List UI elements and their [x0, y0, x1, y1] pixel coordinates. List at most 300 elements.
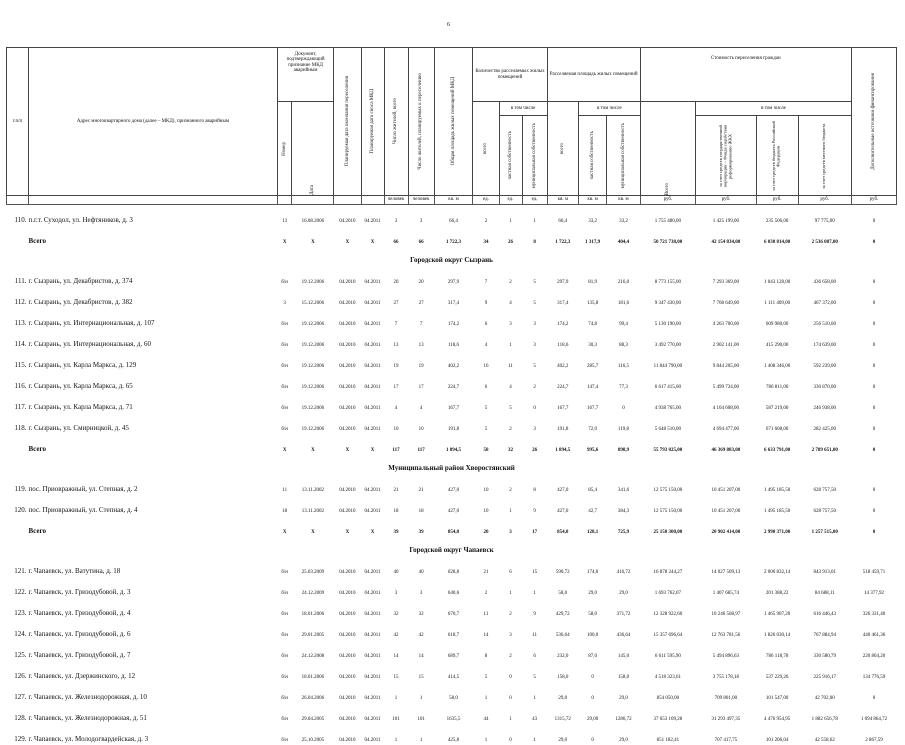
cell-k1: 11	[473, 598, 499, 619]
table-header	[7, 48, 897, 205]
cell-c5: 0	[851, 392, 896, 413]
cell-doc-date: 13.11.2002	[292, 474, 334, 495]
cell-k2: 26	[499, 226, 522, 247]
cell-c5: 0	[851, 516, 896, 537]
cell-k3: 43	[522, 703, 547, 724]
cell-doc-date: X	[292, 226, 334, 247]
address-header: Адрес многоквартирного дома (далее – МКД), признанного аварийным	[28, 48, 277, 196]
cell-a2: 74,8	[578, 308, 606, 329]
cell-k1: 1	[473, 682, 499, 703]
cell-c1: 50 721 738,00	[640, 226, 695, 247]
cell-k2: 1	[499, 495, 522, 516]
unit-cell: ед.	[473, 196, 499, 205]
row-number: 116.	[7, 371, 29, 392]
cell-a2: 167,7	[578, 392, 606, 413]
cell-c1: 11 844 790,00	[640, 350, 695, 371]
cell-area: 640,6	[434, 577, 473, 598]
cell-c3: 1 408 346,00	[756, 350, 798, 371]
cell-c5: 326 331,40	[851, 598, 896, 619]
address-cell: п.г.т. Суходол, ул. Нефтяников, д. 3	[28, 205, 277, 227]
table-row	[7, 329, 897, 350]
cell-area: 670,7	[434, 598, 473, 619]
cell-r2: 17	[408, 371, 434, 392]
unit-cell: человек	[408, 196, 434, 205]
unit-cell: кв. м	[607, 196, 640, 205]
cell-r2: 42	[408, 619, 434, 640]
cell-a1: 536,64	[547, 619, 578, 640]
cell-r2: 10	[408, 413, 434, 434]
address-cell: г. Чапаевск, ул. Железнодорожная, д. 51	[28, 703, 277, 724]
cell-plan: 04.2010	[334, 308, 361, 329]
cell-a3: 145,0	[607, 640, 640, 661]
cell-k2: 3	[499, 308, 522, 329]
row-number: 120.	[7, 495, 29, 516]
cell-k3: 5	[522, 287, 547, 308]
cell-a1: 1 722,3	[547, 226, 578, 247]
cell-c2: 3 755 178,18	[696, 661, 757, 682]
cell-c3: 609 980,00	[756, 308, 798, 329]
cell-k2: 1	[499, 577, 522, 598]
cost-total-header: Всего	[665, 183, 670, 195]
table-row	[7, 661, 897, 682]
cell-a2: 0	[578, 682, 606, 703]
cell-r1: 32	[384, 598, 408, 619]
cell-k3: 1	[522, 682, 547, 703]
cell-area: 854,0	[434, 516, 473, 537]
area-total-header: всего	[560, 143, 565, 154]
table-row	[7, 350, 897, 371]
cell-plan: 04.2010	[334, 392, 361, 413]
cell-c1: 854 050,00	[640, 682, 695, 703]
cell-plan: 04.2010	[334, 329, 361, 350]
cell-k2: 2	[499, 474, 522, 495]
table-row	[7, 371, 897, 392]
cell-r1: 13	[384, 329, 408, 350]
cell-plan: 04.2010	[334, 413, 361, 434]
cell-c2: 707 417,75	[696, 724, 757, 745]
cell-c4: 225 916,17	[798, 661, 851, 682]
cell-r1: 101	[384, 703, 408, 724]
row-number: 119.	[7, 474, 29, 495]
cell-k3: 9	[522, 495, 547, 516]
cell-a1: 58,0	[547, 577, 578, 598]
cell-k3: 11	[522, 619, 547, 640]
cell-plan: 04.2010	[334, 350, 361, 371]
cell-c4: 767 884,94	[798, 619, 851, 640]
cell-k1: 9	[473, 287, 499, 308]
cell-demol: 04.2011	[361, 287, 384, 308]
cell-a2: 81,9	[578, 266, 606, 287]
unit-cell: руб.	[798, 196, 851, 205]
cell-c1: 12 328 922,60	[640, 598, 695, 619]
table-row	[7, 308, 897, 329]
cell-doc-num: X	[277, 434, 292, 455]
table-row	[7, 703, 897, 724]
cell-doc-num: б/н	[277, 413, 292, 434]
address-cell: г. Чапаевск, ул. Молодогвардейская, д. 3	[28, 724, 277, 745]
cell-k3: 6	[522, 640, 547, 661]
cell-doc-num: б/н	[277, 640, 292, 661]
cell-k1: 16	[473, 350, 499, 371]
cell-c4: 42 558,62	[798, 724, 851, 745]
cell-c2: 5 494 896,63	[696, 640, 757, 661]
row-number: 124.	[7, 619, 29, 640]
section-row	[7, 537, 897, 556]
cell-a1: 427,0	[547, 474, 578, 495]
cell-c1: 6 617 415,00	[640, 371, 695, 392]
unit-cell: руб.	[640, 196, 695, 205]
cell-k2: 0	[499, 724, 522, 745]
cell-doc-date: 16.08.2006	[292, 205, 334, 227]
cell-k1: 20	[473, 516, 499, 537]
cell-plan: X	[334, 516, 361, 537]
cell-doc-num: б/н	[277, 392, 292, 413]
cell-r1: 18	[384, 495, 408, 516]
cell-a3: 725,9	[607, 516, 640, 537]
cell-a2: 72,0	[578, 413, 606, 434]
cell-demol: 04.2011	[361, 703, 384, 724]
cell-c5: 0	[851, 226, 896, 247]
cell-c3: 1 826 030,14	[756, 619, 798, 640]
cell-doc-num: 18	[277, 495, 292, 516]
cell-a3: 436,64	[607, 619, 640, 640]
cell-doc-num: б/н	[277, 661, 292, 682]
cell-a1: 427,0	[547, 495, 578, 516]
cell-c2: 7 768 649,00	[696, 287, 757, 308]
cell-doc-num: X	[277, 516, 292, 537]
cell-r2: 15	[408, 661, 434, 682]
cell-c2: 20 902 414,00	[696, 516, 757, 537]
cell-c2: 4 694 477,00	[696, 413, 757, 434]
cell-c4: 616 446,43	[798, 598, 851, 619]
additional-sources-header: Дополнительные источники финансирования	[871, 73, 876, 170]
row-number: 129.	[7, 724, 29, 745]
cell-a2: 87,0	[578, 640, 606, 661]
cell-c2: 1 407 685,74	[696, 577, 757, 598]
cell-r1: 15	[384, 661, 408, 682]
cell-demol: X	[361, 434, 384, 455]
cell-demol: X	[361, 516, 384, 537]
cell-a1: 29,0	[547, 682, 578, 703]
cell-c3: 1 495 185,50	[756, 474, 798, 495]
cell-c3: 1 495 185,50	[756, 495, 798, 516]
cell-c2: 46 369 883,00	[696, 434, 757, 455]
cell-r2: 19	[408, 350, 434, 371]
cell-c1: 3 492 770,00	[640, 329, 695, 350]
table-body	[7, 205, 897, 745]
cell-demol: 04.2011	[361, 577, 384, 598]
cell-r1: 10	[384, 413, 408, 434]
address-cell: г. Сызрань, ул. Декабристов, д. 382	[28, 287, 277, 308]
cell-c1: 1 755 480,00	[640, 205, 695, 227]
cell-k3: 3	[522, 413, 547, 434]
table-row	[7, 392, 897, 413]
address-cell: г. Сызрань, ул. Интернациональная, д. 107	[28, 308, 277, 329]
cell-a2: 135,8	[578, 287, 606, 308]
cost-in-that-header: в том числе	[696, 102, 852, 116]
cell-r1: 27	[384, 287, 408, 308]
cell-r2: 40	[408, 556, 434, 577]
row-number: 123.	[7, 598, 29, 619]
row-number: 110.	[7, 205, 29, 227]
cell-c5: 14 377,92	[851, 577, 896, 598]
cell-c3: 101 206,04	[756, 724, 798, 745]
cell-c2: 4 104 608,00	[696, 392, 757, 413]
cell-c2: 1 425 199,00	[696, 205, 757, 227]
cell-r1: 39	[384, 516, 408, 537]
cell-r2: 66	[408, 226, 434, 247]
cell-k2: 3	[499, 619, 522, 640]
cell-k3: 1	[522, 577, 547, 598]
cell-k1: 6	[473, 371, 499, 392]
cell-c2: 12 763 781,56	[696, 619, 757, 640]
cell-r1: 3	[384, 577, 408, 598]
cell-demol: 04.2011	[361, 640, 384, 661]
section-title: Городской округ Чапаевск	[7, 537, 897, 556]
cell-c4: 256 510,00	[798, 308, 851, 329]
cell-a3: 29,0	[607, 724, 640, 745]
cell-c1: 4 518 323,61	[640, 661, 695, 682]
cell-area: 427,0	[434, 495, 473, 516]
row-number: 115.	[7, 350, 29, 371]
cell-r2: 20	[408, 266, 434, 287]
cell-c2: 10 451 207,00	[696, 474, 757, 495]
cell-plan: 04.2010	[334, 205, 361, 227]
cell-doc-num: б/н	[277, 724, 292, 745]
cell-k3: 9	[522, 598, 547, 619]
cell-a3: 216,0	[607, 266, 640, 287]
num-header: г.п/п	[7, 119, 28, 124]
cell-c5: 2 867,59	[851, 724, 896, 745]
cell-k2: 5	[499, 392, 522, 413]
cell-a3: 898,9	[607, 434, 640, 455]
cell-plan: 04.2010	[334, 724, 361, 745]
cell-a2: 29,00	[578, 703, 606, 724]
cell-k1: 5	[473, 661, 499, 682]
section-title: Муниципальный район Хворостянский	[7, 455, 897, 474]
cell-c4: 330 580,79	[798, 640, 851, 661]
cell-r1: 19	[384, 350, 408, 371]
cell-demol: 04.2011	[361, 329, 384, 350]
cell-doc-num: б/н	[277, 619, 292, 640]
cell-k3: 5	[522, 266, 547, 287]
cell-doc-date: 29.01.2005	[292, 619, 334, 640]
unit-cell	[28, 196, 277, 205]
cell-k3: 1	[522, 724, 547, 745]
cell-c5: 0	[851, 308, 896, 329]
cell-c2: 14 027 509,13	[696, 556, 757, 577]
cell-plan: 04.2010	[334, 287, 361, 308]
cell-k2: 4	[499, 287, 522, 308]
cell-k2: 1	[499, 329, 522, 350]
cell-r1: 117	[384, 434, 408, 455]
cell-r2: 13	[408, 329, 434, 350]
unit-cell: человек	[384, 196, 408, 205]
cell-k2: 11	[499, 350, 522, 371]
cell-demol: 04.2011	[361, 724, 384, 745]
cell-area: 689,7	[434, 640, 473, 661]
cell-a2: 128,1	[578, 516, 606, 537]
cell-c4: 628 757,50	[798, 495, 851, 516]
cell-c4: 2 789 651,00	[798, 434, 851, 455]
rooms-group-header: Количество расселяемых жилых помещений	[473, 48, 547, 102]
address-cell: г. Чапаевск, ул. Ватутина, д. 18	[28, 556, 277, 577]
cell-c4: 246 938,00	[798, 392, 851, 413]
cell-k1: 4	[473, 329, 499, 350]
cell-c2: 9 844 205,00	[696, 350, 757, 371]
cell-demol: 04.2011	[361, 556, 384, 577]
cell-doc-num: б/н	[277, 577, 292, 598]
cell-c5: 0	[851, 350, 896, 371]
cell-c1: 8 773 155,00	[640, 266, 695, 287]
cell-k1: 34	[473, 226, 499, 247]
unit-cell: руб.	[851, 196, 896, 205]
cell-r1: 20	[384, 266, 408, 287]
cell-k1: 14	[473, 619, 499, 640]
address-cell: г. Сызрань, ул. Декабристов, д. 374	[28, 266, 277, 287]
cell-doc-num: б/н	[277, 703, 292, 724]
cell-c5: 0	[851, 413, 896, 434]
cell-a1: 232,0	[547, 640, 578, 661]
row-number: 121.	[7, 556, 29, 577]
cell-c3: 4 476 954,95	[756, 703, 798, 724]
cell-a1: 29,0	[547, 724, 578, 745]
address-cell: г. Сызрань, ул. Карла Маркса, д. 129	[28, 350, 277, 371]
unit-cell: руб.	[696, 196, 757, 205]
cell-a3: 404,4	[607, 226, 640, 247]
cell-r2: 1	[408, 724, 434, 745]
cell-a1: 174,2	[547, 308, 578, 329]
cell-k1: 6	[473, 308, 499, 329]
cell-area: 167,7	[434, 392, 473, 413]
cell-k3: 3	[522, 329, 547, 350]
cell-doc-date: 26.04.2006	[292, 682, 334, 703]
cell-a3: 416,72	[607, 556, 640, 577]
cell-doc-date: 19.12.2006	[292, 308, 334, 329]
cell-doc-date: 19.12.2006	[292, 392, 334, 413]
cell-a1: 1315,72	[547, 703, 578, 724]
total-label: Всего	[7, 226, 278, 247]
address-cell: пос. Приовражный, ул. Степная, д. 2	[28, 474, 277, 495]
row-number: 125.	[7, 640, 29, 661]
address-cell: г. Чапаевск, ул. Железнодорожная, д. 10	[28, 682, 277, 703]
cell-doc-num: б/н	[277, 329, 292, 350]
cell-plan: 04.2010	[334, 640, 361, 661]
rooms-municipal-header: муниципальная собственность	[532, 123, 537, 188]
cell-k3: 0	[522, 392, 547, 413]
cell-k3: 5	[522, 661, 547, 682]
cell-r1: 14	[384, 640, 408, 661]
cell-area: 317,4	[434, 287, 473, 308]
cell-a1: 402,2	[547, 350, 578, 371]
cell-plan: X	[334, 226, 361, 247]
cell-c3: 587 219,00	[756, 392, 798, 413]
cell-plan: 04.2010	[334, 619, 361, 640]
cell-plan: 04.2010	[334, 371, 361, 392]
cell-a3: 341,6	[607, 474, 640, 495]
cell-c4: 467 372,00	[798, 287, 851, 308]
cell-doc-date: 13.11.2002	[292, 495, 334, 516]
cell-a3: 0	[607, 392, 640, 413]
cell-r1: 21	[384, 474, 408, 495]
cell-c4: 282 425,00	[798, 413, 851, 434]
cell-c2: 2 902 141,00	[696, 329, 757, 350]
cell-demol: 04.2011	[361, 474, 384, 495]
cell-a2: 29,0	[578, 577, 606, 598]
table-row	[7, 619, 897, 640]
cell-k3: 5	[522, 350, 547, 371]
cell-area: 1635,5	[434, 703, 473, 724]
row-number: 126.	[7, 661, 29, 682]
address-cell: г. Сызрань, ул. Интернациональная, д. 60	[28, 329, 277, 350]
cell-doc-date: 18.01.2006	[292, 598, 334, 619]
cell-c3: 1 043 128,00	[756, 266, 798, 287]
cell-area: 224,7	[434, 371, 473, 392]
document-header: Документ, подтверждающий признание МКД аварийным	[277, 48, 333, 102]
address-cell: г. Сызрань, ул. Смирницкой, д. 45	[28, 413, 277, 434]
unit-cell: кв. м	[547, 196, 578, 205]
address-cell: г. Чапаевск, ул. Дзержинского, д. 12	[28, 661, 277, 682]
row-number: 127.	[7, 682, 29, 703]
cell-c1: 1 693 762,07	[640, 577, 695, 598]
cell-plan: 04.2010	[334, 577, 361, 598]
cell-k3: 26	[522, 434, 547, 455]
cell-r1: 42	[384, 619, 408, 640]
cell-c5: 518 459,71	[851, 556, 896, 577]
table-row	[7, 577, 897, 598]
cell-a3: 158,0	[607, 661, 640, 682]
cell-demol: 04.2011	[361, 682, 384, 703]
cell-c3: 786 118,78	[756, 640, 798, 661]
cost-group-header: Стоимость переселения граждан	[640, 48, 851, 102]
cell-c3: 537 229,26	[756, 661, 798, 682]
doc-date-header: Дата	[310, 185, 315, 195]
cell-c4: 1 882 656,78	[798, 703, 851, 724]
cell-c5: 0	[851, 329, 896, 350]
cell-r2: 27	[408, 287, 434, 308]
cell-k1: 21	[473, 556, 499, 577]
area-in-that-header: в том числе	[578, 102, 640, 116]
cell-c1: 55 793 025,00	[640, 434, 695, 455]
cell-demol: 04.2011	[361, 598, 384, 619]
cell-demol: 04.2011	[361, 205, 384, 227]
cell-c2: 42 154 834,00	[696, 226, 757, 247]
row-number: 114.	[7, 329, 29, 350]
cell-demol: 04.2011	[361, 371, 384, 392]
cell-r1: 40	[384, 556, 408, 577]
unit-cell	[277, 196, 292, 205]
unit-cell	[7, 196, 29, 205]
unit-cell	[292, 196, 334, 205]
cell-c3: 1 465 907,20	[756, 598, 798, 619]
cell-k1: 5	[473, 392, 499, 413]
cell-c3: 235 506,00	[756, 205, 798, 227]
cell-doc-num: б/н	[277, 556, 292, 577]
total-label: Всего	[7, 434, 278, 455]
residents-total-header: Число жителей, всего	[393, 98, 398, 144]
cell-a2: 285,7	[578, 350, 606, 371]
address-cell: г. Чапаевск, ул. Гризодубовой, д. 4	[28, 598, 277, 619]
area-private-header: частная собственность	[590, 131, 595, 179]
row-number: 113.	[7, 308, 29, 329]
cell-plan: 04.2010	[334, 495, 361, 516]
cell-c1: 16 878 244,27	[640, 556, 695, 577]
cell-doc-date: 24.12.2009	[292, 577, 334, 598]
cell-k1: 1	[473, 724, 499, 745]
cell-c1: 12 575 150,00	[640, 495, 695, 516]
cell-c1: 9 347 430,00	[640, 287, 695, 308]
cell-r2: 1	[408, 682, 434, 703]
